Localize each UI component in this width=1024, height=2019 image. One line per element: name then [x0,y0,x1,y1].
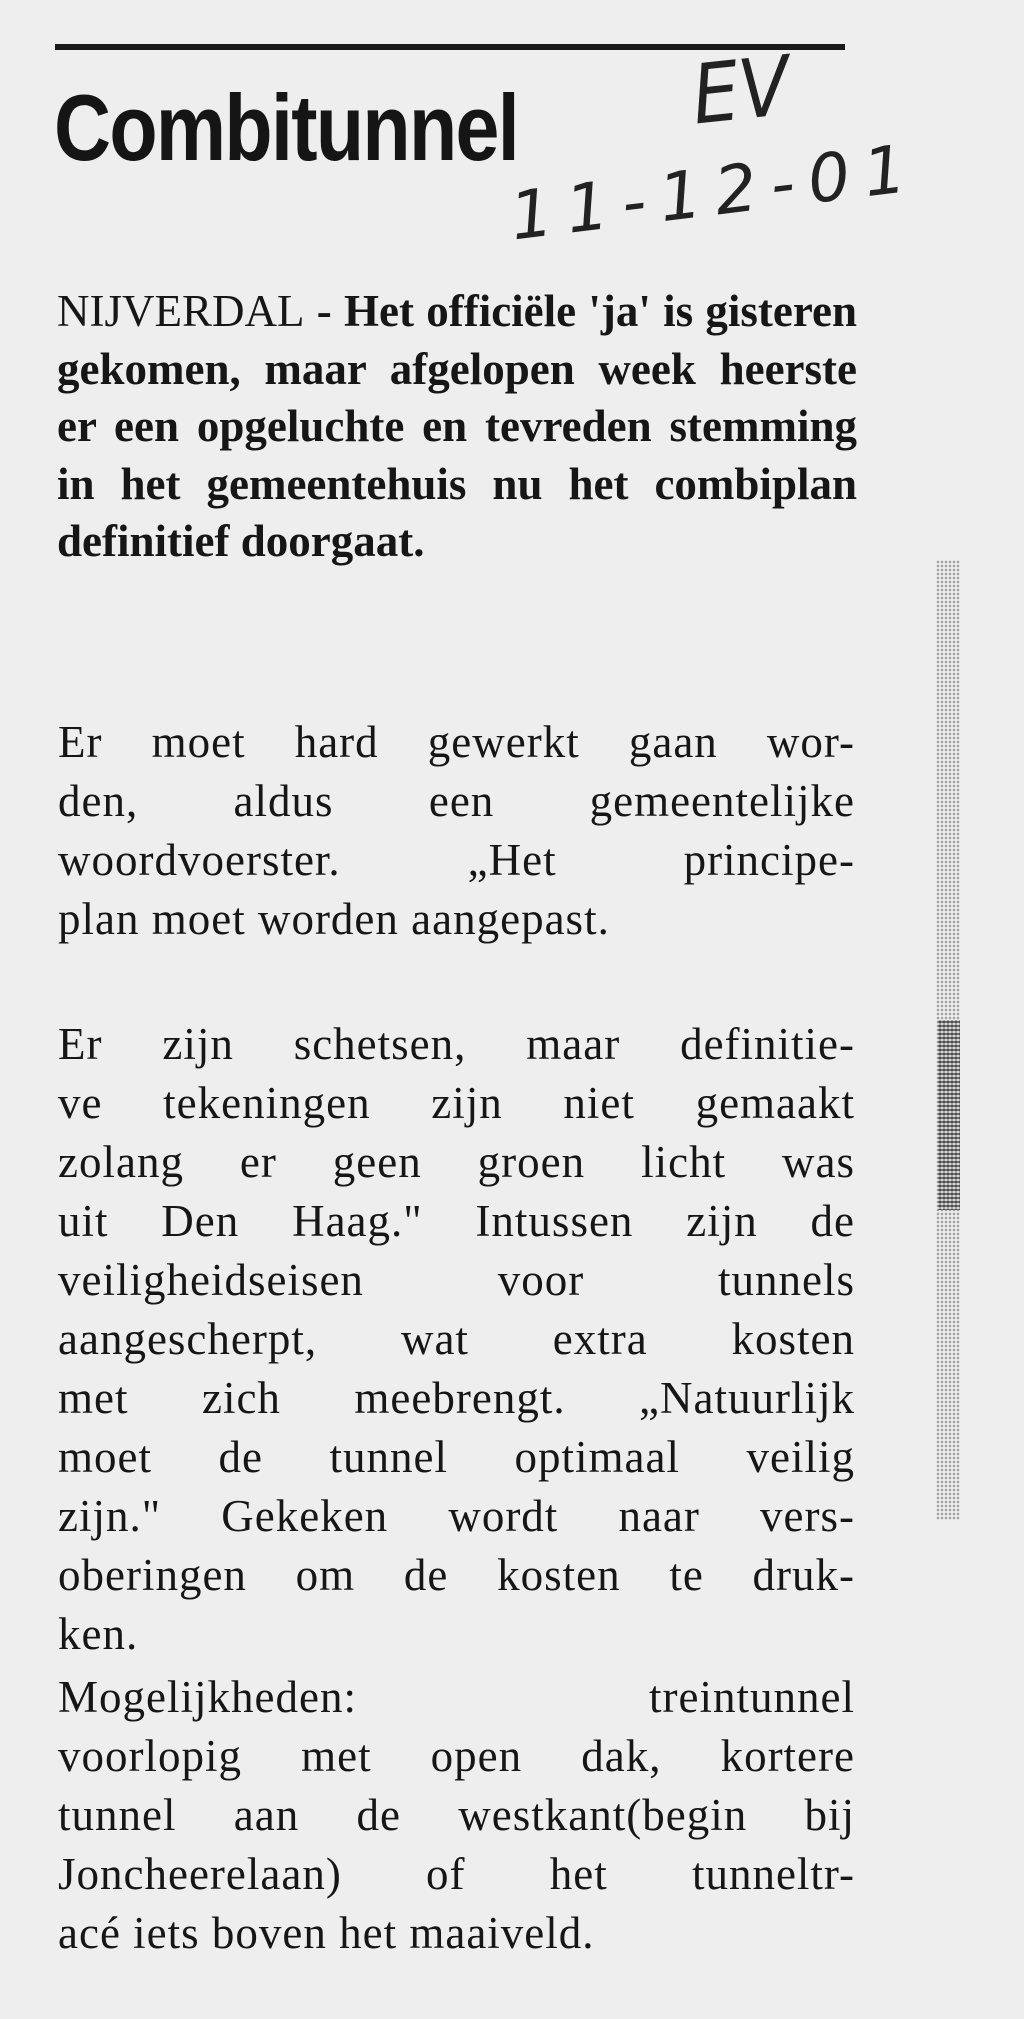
handwritten-date-note: 11-12-01 [506,128,925,256]
text-line: woordvoerster. „Het principe- [58,835,855,885]
text-line: Mogelijkheden: treintunnel [58,1672,855,1722]
text-line: met zich meebrengt. „Natuurlijk [58,1373,855,1423]
handwritten-source-note: EV [687,38,795,144]
text-line: voorlopig met open dak, kortere [58,1731,855,1781]
lead-text: Het officiële 'ja' is gisteren gekomen, maar afgelopen week heerste er een opgeluchte en tevreden stemming in het gemeentehuis nu het combiplan definitief doorgaat. [57,286,858,566]
text-line: acé iets boven het maaiveld. [58,1908,595,1958]
headline: Combitunnel [54,75,518,180]
dateline-place: NIJVERDAL [57,286,305,336]
text-line: zolang er geen groen licht was [58,1137,855,1187]
body-paragraph-3 [58,1668,855,1963]
text-line: Joncheerelaan) of het tunneltr- [58,1849,855,1899]
scan-halftone-shadow [938,1020,960,1210]
text-line: uit Den Haag." Intussen zijn de [58,1196,855,1246]
body-paragraph-2 [58,1015,855,1664]
text-line: tunnel aan de westkant(begin bij [58,1790,855,1840]
text-line: aangescherpt, wat extra kosten [58,1314,855,1364]
text-line: Er moet hard gewerkt gaan wor- [58,717,855,767]
text-line: zijn." Gekeken wordt naar vers- [58,1491,855,1541]
text-line: plan moet worden aangepast. [58,894,610,944]
text-line: oberingen om de kosten te druk- [58,1550,855,1600]
lead-paragraph [57,283,857,571]
text-line: veiligheidseisen voor tunnels [58,1255,855,1305]
text-line: Er zijn schetsen, maar definitie- [58,1019,855,1069]
text-line: ve tekeningen zijn niet gemaakt [58,1078,855,1128]
text-line: den, aldus een gemeentelijke [58,776,855,826]
text-line: ken. [58,1609,139,1659]
text-line: moet de tunnel optimaal veilig [58,1432,855,1482]
dateline-dash: - [316,286,332,336]
body-paragraph-1 [58,713,855,949]
